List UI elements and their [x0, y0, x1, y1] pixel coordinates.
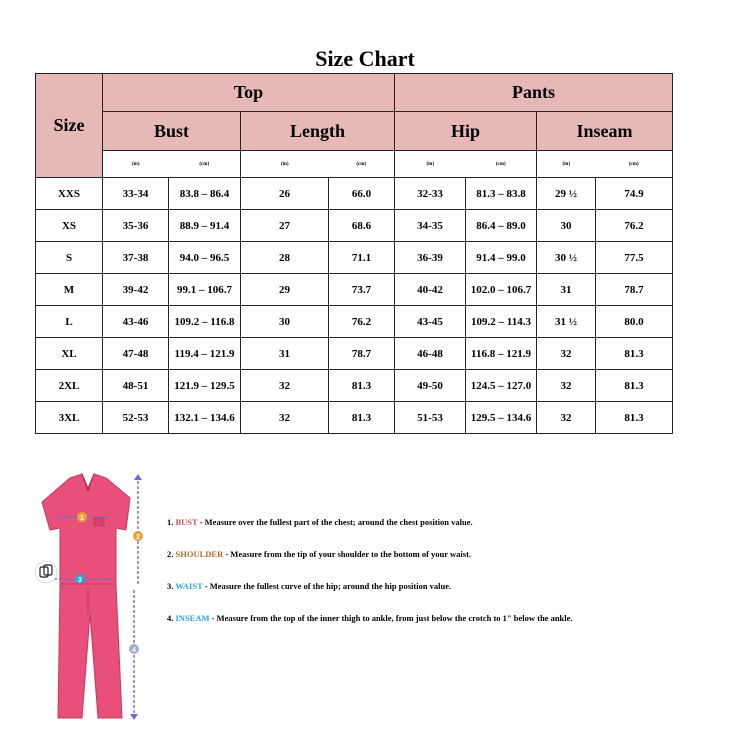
measurement-cell: 47-48: [103, 338, 169, 370]
measurement-cell: 30: [537, 210, 596, 242]
table-row: [36, 306, 673, 338]
unit-label: (cm): [596, 151, 673, 178]
size-column-header: Size: [36, 74, 103, 178]
measurement-cell: 119.4 – 121.9: [169, 338, 241, 370]
measurement-cell: 52-53: [103, 402, 169, 434]
measurement-cell: 81.3: [596, 402, 673, 434]
unit-label: (cm): [329, 151, 395, 178]
marker-3-label: 3: [78, 577, 82, 584]
hip-header: Hip: [395, 112, 537, 151]
measurement-cell: 76.2: [596, 210, 673, 242]
table-row: [36, 402, 673, 434]
measurement-cell: 81.3 – 83.8: [466, 178, 537, 210]
legend-text: - Measure the fullest curve of the hip; around the hip position value.: [202, 581, 452, 591]
measurement-cell: 29: [241, 274, 329, 306]
measurement-cell: 74.9: [596, 178, 673, 210]
measurement-cell: 66.0: [329, 178, 395, 210]
legend-item-shoulder: [167, 547, 707, 579]
inseam-header: Inseam: [537, 112, 673, 151]
measurement-cell: 29 ½: [537, 178, 596, 210]
measurement-cell: 32: [537, 402, 596, 434]
legend-number: 3.: [167, 581, 174, 591]
measurement-cell: 116.8 – 121.9: [466, 338, 537, 370]
measurement-cell: 43-46: [103, 306, 169, 338]
measurement-cell: 94.0 – 96.5: [169, 242, 241, 274]
top-group-header: Top: [103, 74, 395, 112]
page-title: Size Chart: [315, 46, 415, 71]
table-row: [36, 274, 673, 306]
marker-1-label: 1: [80, 515, 84, 522]
measurement-cell: 31: [537, 274, 596, 306]
marker-2-label: 2: [136, 534, 140, 541]
legend-text: - Measure over the fullest part of the chest; around the chest position value.: [197, 517, 473, 527]
measurement-cell: 81.3: [329, 370, 395, 402]
legend-item-waist: [167, 579, 707, 611]
unit-label: (in): [537, 151, 596, 178]
measurement-cell: 40-42: [395, 274, 466, 306]
legend-key-bust: BUST: [175, 517, 198, 527]
size-cell: XS: [36, 210, 103, 242]
measurement-cell: 32-33: [395, 178, 466, 210]
measurement-cell: 124.5 – 127.0: [466, 370, 537, 402]
measurement-cell: 30 ½: [537, 242, 596, 274]
measurement-cell: 48-51: [103, 370, 169, 402]
measurement-cell: 76.2: [329, 306, 395, 338]
unit-label: (in): [241, 151, 329, 178]
measurement-cell: 49-50: [395, 370, 466, 402]
unit-label: (cm): [466, 151, 537, 178]
measurement-cell: 51-53: [395, 402, 466, 434]
measurement-cell: 36-39: [395, 242, 466, 274]
size-cell: L: [36, 306, 103, 338]
measurement-cell: 31 ½: [537, 306, 596, 338]
legend-text: - Measure from the tip of your shoulder to the bottom of your waist.: [223, 549, 472, 559]
size-cell: XL: [36, 338, 103, 370]
measurement-cell: 81.3: [329, 402, 395, 434]
measurement-cell: 86.4 – 89.0: [466, 210, 537, 242]
legend-number: 1.: [167, 517, 174, 527]
legend-key-shoulder: SHOULDER: [175, 549, 224, 559]
size-cell: S: [36, 242, 103, 274]
image-tool-icon[interactable]: [35, 561, 57, 583]
size-chart-table: [35, 73, 673, 434]
unit-label: (in): [103, 151, 169, 178]
measurement-cell: 43-45: [395, 306, 466, 338]
measurement-cell: 32: [241, 402, 329, 434]
pants-group-header: Pants: [395, 74, 673, 112]
table-row: [36, 210, 673, 242]
measurement-cell: 83.8 – 86.4: [169, 178, 241, 210]
measurement-cell: 30: [241, 306, 329, 338]
measurement-legend: [167, 515, 707, 643]
table-row: [36, 338, 673, 370]
measurement-cell: 37-38: [103, 242, 169, 274]
measurement-cell: 32: [537, 338, 596, 370]
legend-key-inseam: INSEAM: [175, 613, 210, 623]
measurement-cell: 33-34: [103, 178, 169, 210]
measurement-cell: 77.5: [596, 242, 673, 274]
measurement-cell: 35-36: [103, 210, 169, 242]
size-cell: 3XL: [36, 402, 103, 434]
scrubs-measurement-figure: [30, 468, 160, 726]
measurement-cell: 88.9 – 91.4: [169, 210, 241, 242]
measurement-cell: 81.3: [596, 370, 673, 402]
legend-item-bust: [167, 515, 707, 547]
measurement-cell: 68.6: [329, 210, 395, 242]
size-chart-body: [36, 178, 673, 434]
measurement-cell: 32: [537, 370, 596, 402]
legend-number: 4.: [167, 613, 174, 623]
unit-label: (in): [395, 151, 466, 178]
measurement-cell: 27: [241, 210, 329, 242]
measurement-cell: 99.1 – 106.7: [169, 274, 241, 306]
measurement-cell: 31: [241, 338, 329, 370]
legend-number: 2.: [167, 549, 174, 559]
measurement-cell: 28: [241, 242, 329, 274]
size-cell: 2XL: [36, 370, 103, 402]
legend-text: - Measure from the top of the inner thigh to ankle, from just below the crotch to 1" below the ankle.: [209, 613, 573, 623]
measurement-cell: 78.7: [329, 338, 395, 370]
measurement-cell: 34-35: [395, 210, 466, 242]
measurement-cell: 102.0 – 106.7: [466, 274, 537, 306]
measurement-cell: 109.2 – 116.8: [169, 306, 241, 338]
marker-4-label: 4: [132, 647, 136, 654]
measurement-cell: 121.9 – 129.5: [169, 370, 241, 402]
measurement-cell: 80.0: [596, 306, 673, 338]
length-header: Length: [241, 112, 395, 151]
bust-header: Bust: [103, 112, 241, 151]
measurement-cell: 71.1: [329, 242, 395, 274]
measurement-cell: 132.1 – 134.6: [169, 402, 241, 434]
legend-key-waist: WAIST: [175, 581, 203, 591]
measurement-cell: 91.4 – 99.0: [466, 242, 537, 274]
size-cell: XXS: [36, 178, 103, 210]
unit-label: (cm): [169, 151, 241, 178]
measurement-cell: 26: [241, 178, 329, 210]
measurement-cell: 109.2 – 114.3: [466, 306, 537, 338]
measurement-cell: 32: [241, 370, 329, 402]
measurement-cell: 129.5 – 134.6: [466, 402, 537, 434]
table-row: [36, 178, 673, 210]
measurement-cell: 73.7: [329, 274, 395, 306]
legend-item-inseam: [167, 611, 707, 643]
table-row: [36, 242, 673, 274]
scrubs-illustration: [30, 468, 160, 726]
measurement-cell: 78.7: [596, 274, 673, 306]
measurement-cell: 46-48: [395, 338, 466, 370]
measurement-cell: 39-42: [103, 274, 169, 306]
measurement-cell: 81.3: [596, 338, 673, 370]
size-cell: M: [36, 274, 103, 306]
table-row: [36, 370, 673, 402]
